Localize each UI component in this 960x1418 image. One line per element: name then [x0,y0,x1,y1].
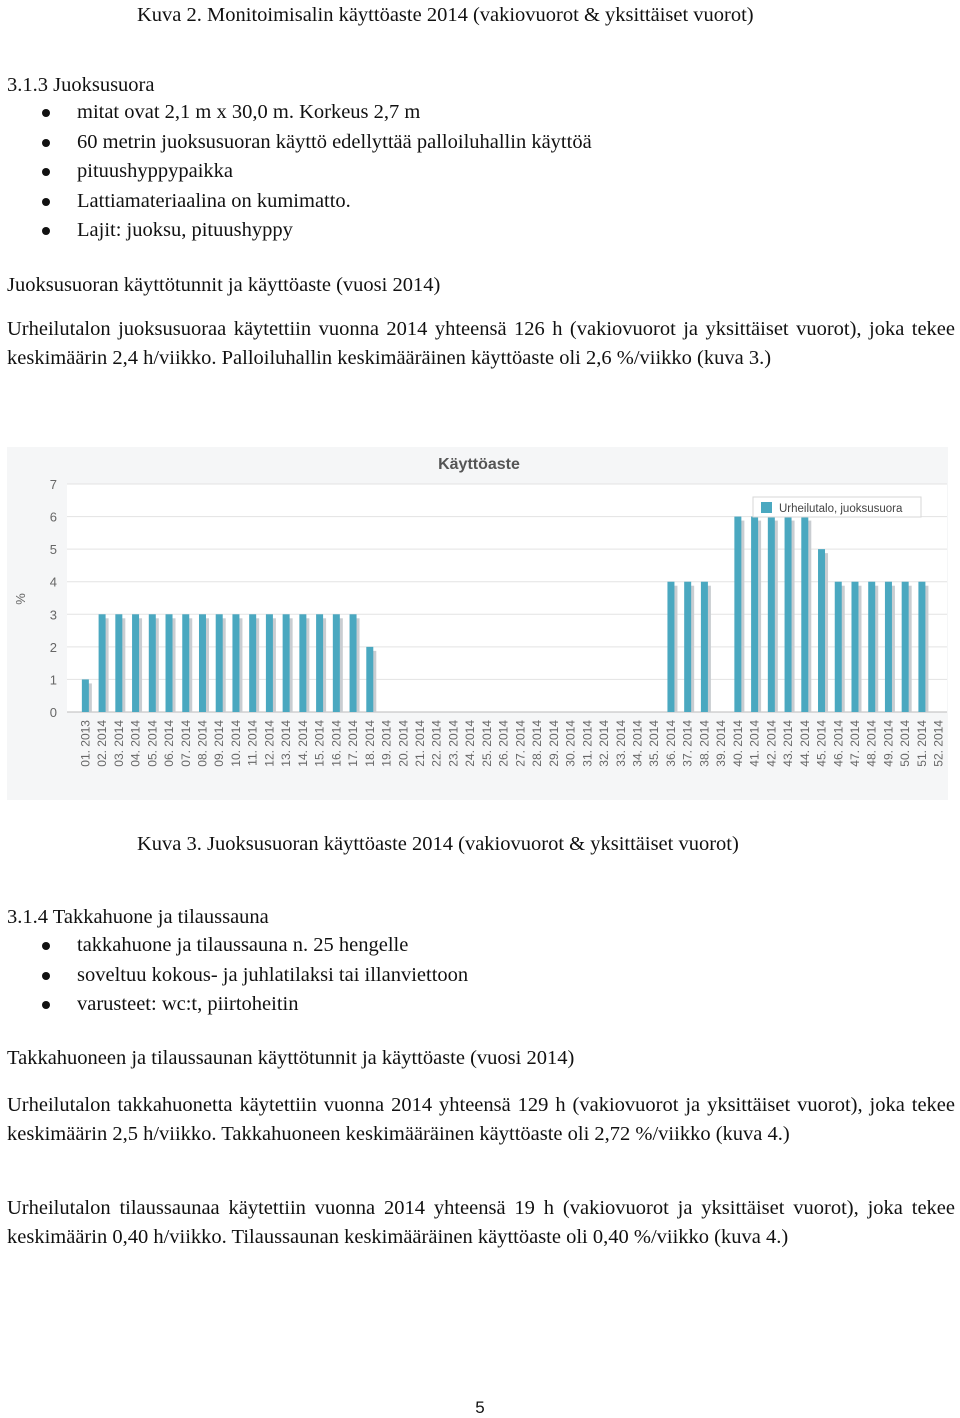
x-tick-label: 45. 2014 [814,720,829,767]
bar [366,647,373,712]
bar [166,614,173,712]
top-figure-caption: Kuva 2. Monitoimisalin käyttöaste 2014 (vakiovuorot & yksittäiset vuorot) [137,4,754,26]
x-tick-label: 07. 2014 [178,720,193,767]
x-tick-label: 41. 2014 [747,720,762,767]
bar [885,582,892,712]
list-item: Lattiamateriaalina on kumimatto. [40,187,592,217]
x-tick-label: 47. 2014 [847,720,862,767]
list-item: mitat ovat 2,1 m x 30,0 m. Korkeus 2,7 m [40,98,592,128]
y-tick-label: 2 [49,639,57,655]
bar [868,582,875,712]
usage-chart-svg [7,447,948,800]
bar [216,614,223,712]
bar [232,614,239,712]
list-item: 60 metrin juoksusuoran käyttö edellyttää palloiluhallin käyttöä [40,128,592,158]
x-tick-label: 16. 2014 [329,720,344,767]
x-tick-label: 29. 2014 [546,720,561,767]
bar [684,582,691,712]
list-item: varusteet: wc:t, piirtoheitin [40,990,468,1020]
x-tick-label: 44. 2014 [797,720,812,767]
y-tick-label: 3 [49,607,57,623]
x-tick-label: 01. 2013 [78,720,93,767]
tilaussauna-paragraph: Urheilutalon tilaussaunaa käytettiin vuonna 2014 yhteensä 19 h (vakiovuorot ja yksittäiset vuorot), joka tekee keskimäärin 0,40 h/viikko. Tilaussaunan keskimääräinen käyttöaste oli 0,40 %/viikko (kuva 4.) [7,1197,955,1248]
bar [149,614,156,712]
section-heading-takkahuone: 3.1.4 Takkahuone ja tilaussauna [7,906,269,928]
x-tick-label: 04. 2014 [128,720,143,767]
chart-y-axis-label: % [13,593,28,605]
legend-label: Urheilutalo, juoksusuora [779,503,903,515]
bar [249,614,256,712]
y-tick-label: 0 [49,705,57,720]
bar [316,614,323,712]
x-tick-label: 25. 2014 [479,720,494,767]
section-heading-juoksusuora: 3.1.3 Juoksusuora [7,74,155,96]
x-tick-label: 10. 2014 [228,720,243,767]
x-tick-label: 17. 2014 [346,720,361,767]
x-tick-label: 24. 2014 [463,720,478,767]
x-tick-label: 34. 2014 [630,720,645,767]
bar [299,614,306,712]
bar [667,582,674,712]
x-tick-label: 08. 2014 [195,720,210,767]
x-tick-label: 48. 2014 [864,720,879,767]
x-tick-label: 36. 2014 [663,720,678,767]
chart-legend [753,497,921,517]
list-item: soveltuu kokous- ja juhlatilaksi tai illanviettoon [40,961,468,991]
x-tick-label: 38. 2014 [697,720,712,767]
x-tick-label: 37. 2014 [680,720,695,767]
bar [902,582,909,712]
bar [132,614,139,712]
x-tick-label: 11. 2014 [245,720,260,766]
list-item: takkahuone ja tilaussauna n. 25 hengelle [40,931,468,961]
x-tick-label: 35. 2014 [647,720,662,767]
bar [734,517,741,712]
x-tick-label: 15. 2014 [312,720,327,767]
figure-caption: Kuva 3. Juoksusuoran käyttöaste 2014 (vakiovuorot & yksittäiset vuorot) [137,833,739,855]
y-tick-label: 4 [49,574,57,590]
bar [199,614,206,712]
x-tick-label: 19. 2014 [379,720,394,767]
x-tick-label: 28. 2014 [530,720,545,767]
bar [835,582,842,712]
bar [751,517,758,712]
bar [82,679,89,712]
list-item: Lajit: juoksu, pituushyppy [40,216,592,246]
bar [283,614,290,712]
bar [851,582,858,712]
x-tick-label: 33. 2014 [613,720,628,767]
x-tick-label: 20. 2014 [396,720,411,767]
x-tick-label: 05. 2014 [145,720,160,767]
chart-title: Käyttöaste [438,456,520,473]
x-tick-label: 42. 2014 [764,720,779,767]
bar [768,517,775,712]
bar [182,614,189,712]
x-tick-label: 26. 2014 [496,720,511,767]
juoksusuora-subheading: Juoksusuoran käyttötunnit ja käyttöaste (vuosi 2014) [7,274,441,296]
bar [350,614,357,712]
legend-swatch [761,502,772,513]
takkahuone-subheading: Takkahuoneen ja tilaussaunan käyttötunnit ja käyttöaste (vuosi 2014) [7,1047,575,1069]
takkahuone-bullet-list [40,931,468,1020]
page-number: 5 [475,1398,485,1417]
x-tick-label: 49. 2014 [881,720,896,767]
x-tick-label: 03. 2014 [111,720,126,767]
x-tick-label: 06. 2014 [162,720,177,767]
bar [266,614,273,712]
y-tick-label: 1 [49,672,57,688]
bar [918,582,925,712]
x-tick-label: 09. 2014 [212,720,227,767]
x-tick-label: 21. 2014 [412,720,427,767]
x-tick-label: 13. 2014 [279,720,294,767]
x-tick-label: 46. 2014 [831,720,846,767]
x-tick-label: 50. 2014 [898,720,913,767]
x-tick-label: 51. 2014 [914,720,929,767]
bar [701,582,708,712]
x-tick-label: 40. 2014 [730,720,745,767]
x-tick-label: 22. 2014 [429,720,444,767]
x-tick-label: 30. 2014 [563,720,578,767]
x-tick-label: 18. 2014 [362,720,377,767]
x-tick-label: 31. 2014 [580,720,595,767]
x-tick-label: 52. 2014 [931,720,946,767]
bar [801,517,808,712]
x-tick-label: 43. 2014 [781,720,796,767]
y-tick-label: 5 [49,542,57,558]
bar [99,614,106,712]
bar [333,614,340,712]
y-tick-label: 7 [49,477,57,492]
x-tick-label: 14. 2014 [295,720,310,767]
x-tick-label: 12. 2014 [262,720,277,767]
takkahuone-paragraph: Urheilutalon takkahuonetta käytettiin vuonna 2014 yhteensä 129 h (vakiovuorot ja yksittäiset vuorot), joka tekee keskimäärin 2,5 h/viikko. Takkahuoneen keskimääräinen käyttöaste oli 2,72 %/viikko (kuva 4.) [7,1094,955,1145]
x-tick-label: 39. 2014 [714,720,729,767]
y-tick-label: 6 [49,509,57,525]
juoksusuora-bullet-list [40,98,592,246]
x-tick-label: 27. 2014 [513,720,528,767]
bar [785,517,792,712]
bar [115,614,122,712]
list-item: pituushyppypaikka [40,157,592,187]
bar [818,549,825,712]
x-tick-label: 32. 2014 [597,720,612,767]
x-tick-label: 23. 2014 [446,720,461,767]
usage-chart [7,447,948,800]
juoksusuora-paragraph: Urheilutalon juoksusuoraa käytettiin vuonna 2014 yhteensä 126 h (vakiovuorot ja yksittäiset vuorot), joka tekee keskimäärin 2,4 h/viikko. Palloiluhallin keskimääräinen käyttöaste oli 2,6 %/viikko (kuva 3.) [7,318,955,369]
x-tick-label: 02. 2014 [95,720,110,767]
